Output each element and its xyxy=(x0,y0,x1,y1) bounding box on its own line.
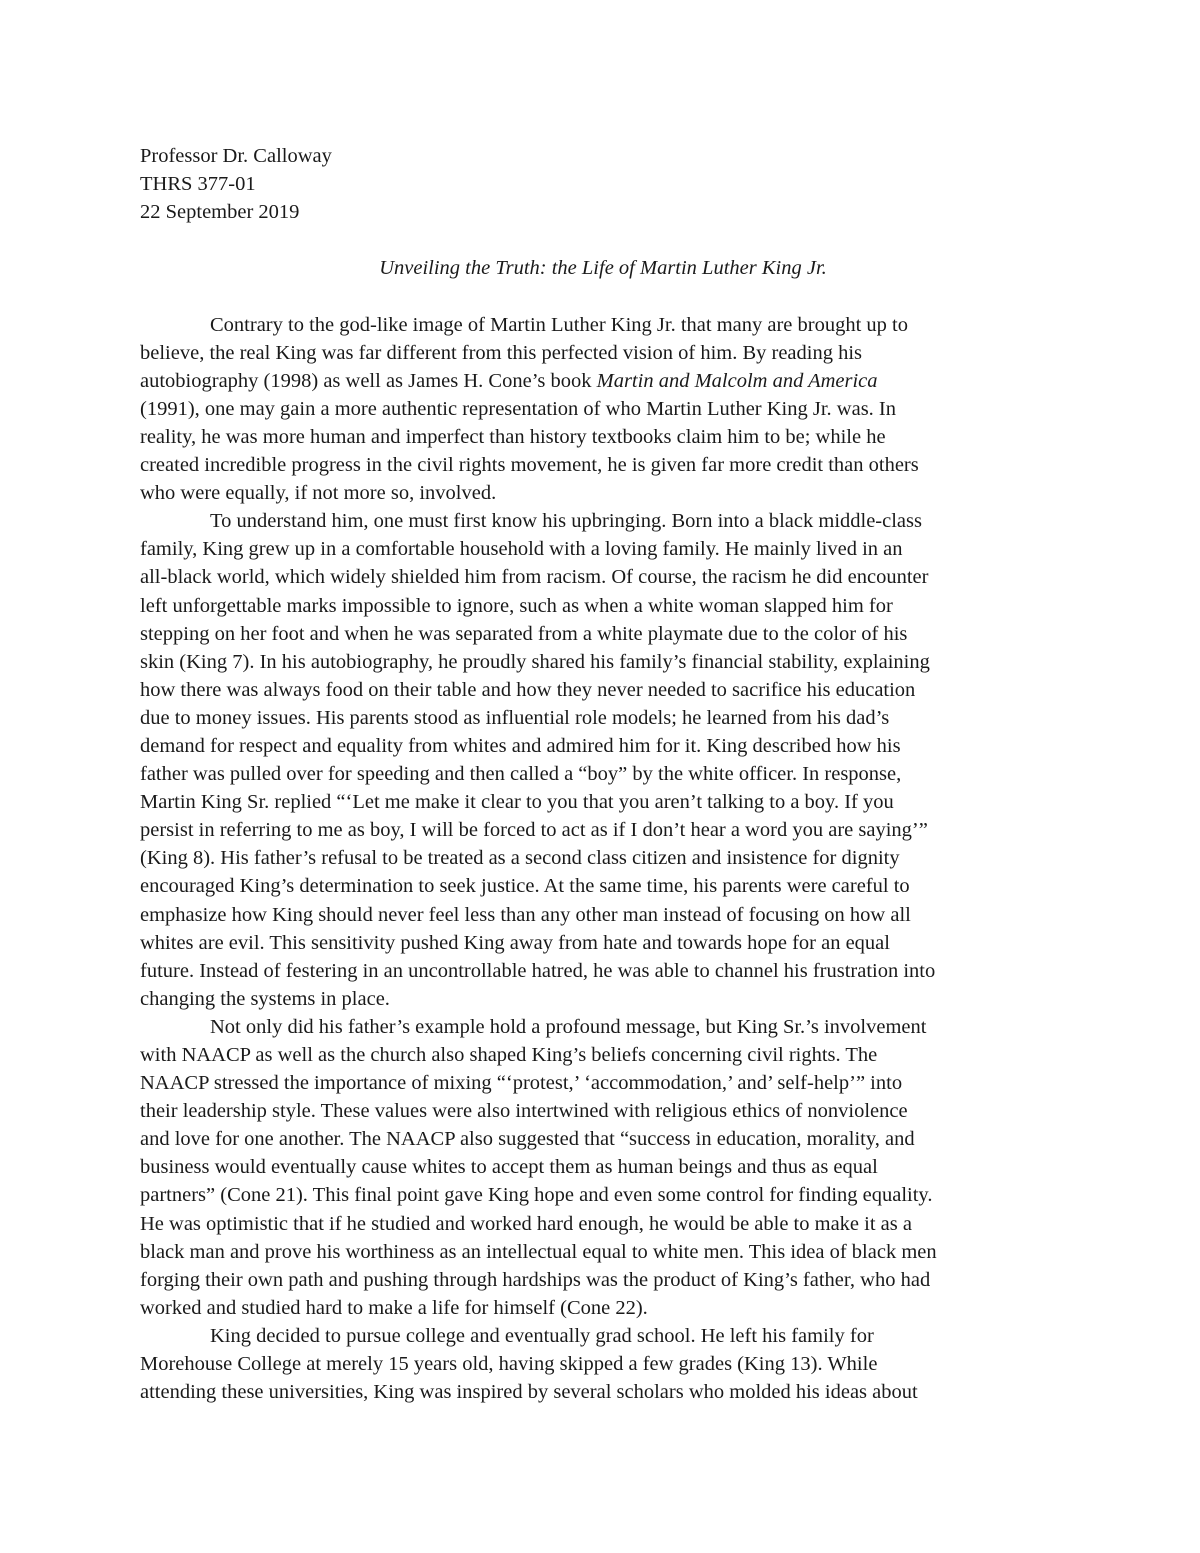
book-title: Martin and Malcolm and America xyxy=(596,369,878,392)
essay-date: 22 September 2019 xyxy=(140,201,300,224)
paragraph-line: and love for one another. The NAACP also suggested that “success in education, morality, and xyxy=(140,1128,915,1151)
paragraph-line: (King 8). His father’s refusal to be treated as a second class citizen and insistence for dignity xyxy=(140,847,900,870)
paragraph-line: partners” (Cone 21). This final point gave King hope and even some control for finding equality. xyxy=(140,1184,933,1207)
professor-name: Professor Dr. Calloway xyxy=(140,145,332,167)
paragraph-line: worked and studied hard to make a life for himself (Cone 22). xyxy=(140,1296,648,1319)
paragraph-line: changing the systems in place. xyxy=(140,987,390,1010)
course-code: THRS 377-01 xyxy=(140,173,256,196)
essay-paragraphs xyxy=(140,311,1066,1407)
paragraph-line: reality, he was more human and imperfect than history textbooks claim him to be; while he xyxy=(140,425,886,448)
paragraph-line: due to money issues. His parents stood as influential role models; he learned from his dad’s xyxy=(140,706,890,729)
paragraph-line: demand for respect and equality from whites and admired him for it. King described how his xyxy=(140,734,901,757)
paragraph-line: stepping on her foot and when he was separated from a white playmate due to the color of his xyxy=(140,622,908,645)
paragraph-line: whites are evil. This sensitivity pushed King away from hate and towards hope for an equal xyxy=(140,931,890,954)
paragraph-line: Contrary to the god-like image of Martin Luther King Jr. that many are brought up to xyxy=(210,313,908,336)
paragraph-line: (1991), one may gain a more authentic representation of who Martin Luther King Jr. was. In xyxy=(140,397,897,420)
essay-title: Unveiling the Truth: the Life of Martin Luther King Jr. xyxy=(379,257,827,280)
paragraph-line: He was optimistic that if he studied and worked hard enough, he would be able to make it as a xyxy=(140,1212,912,1235)
paragraph-line: emphasize how King should never feel less than any other man instead of focusing on how all xyxy=(140,903,911,926)
paragraph-line: who were equally, if not more so, involved. xyxy=(140,482,497,505)
paragraph-line: attending these universities, King was inspired by several scholars who molded his ideas about xyxy=(140,1381,918,1404)
paragraph xyxy=(140,507,1066,1013)
document-body xyxy=(140,142,1066,1406)
paragraph xyxy=(140,1013,1066,1322)
paragraph-line: King decided to pursue college and eventually grad school. He left his family for xyxy=(210,1324,874,1347)
paragraph-line: father was pulled over for speeding and then called a “boy” by the white officer. In response, xyxy=(140,763,902,786)
header-block xyxy=(140,142,1066,226)
paragraph-line: left unforgettable marks impossible to ignore, such as when a white woman slapped him for xyxy=(140,594,893,617)
paragraph-line: black man and prove his worthiness as an intellectual equal to white men. This idea of black men xyxy=(140,1240,937,1263)
paragraph-line: future. Instead of festering in an uncontrollable hatred, he was able to channel his frustration into xyxy=(140,959,936,982)
paragraph-line: with NAACP as well as the church also shaped King’s beliefs concerning civil rights. The xyxy=(140,1044,878,1066)
paragraph xyxy=(140,311,1066,508)
paragraph-line: all-black world, which widely shielded him from racism. Of course, the racism he did encounter xyxy=(140,566,929,589)
paragraph xyxy=(140,1322,1066,1406)
paragraph-line: forging their own path and pushing through hardships was the product of King’s father, who had xyxy=(140,1268,931,1291)
paragraph-line: Not only did his father’s example hold a profound message, but King Sr.’s involvement xyxy=(210,1015,927,1038)
paragraph-line: To understand him, one must first know his upbringing. Born into a black middle-class xyxy=(210,510,922,533)
paragraph-line: business would eventually cause whites to accept them as human beings and thus as equal xyxy=(140,1156,878,1179)
paragraph-line: family, King grew up in a comfortable household with a loving family. He mainly lived in an xyxy=(140,538,903,561)
line-text: autobiography (1998) as well as James H. Cone’s book xyxy=(140,369,597,392)
paragraph-line: encouraged King’s determination to seek justice. At the same time, his parents were careful to xyxy=(140,875,910,898)
paragraph-line: Morehouse College at merely 15 years old, having skipped a few grades (King 13). While xyxy=(140,1353,878,1376)
paragraph-line: believe, the real King was far different from this perfected vision of him. By reading his xyxy=(140,341,863,364)
paragraph-line xyxy=(140,367,1066,395)
paragraph-line: NAACP stressed the importance of mixing “‘protest,’ ‘accommodation,’ and’ self-help’” into xyxy=(140,1072,903,1095)
paragraph-line: their leadership style. These values were also intertwined with religious ethics of nonviolence xyxy=(140,1100,908,1123)
paragraph-line: Martin King Sr. replied “‘Let me make it clear to you that you aren’t talking to a boy. If you xyxy=(140,791,894,814)
paragraph-line: persist in referring to me as boy, I will be forced to act as if I don’t hear a word you are saying’” xyxy=(140,819,928,842)
paragraph-line: created incredible progress in the civil rights movement, he is given far more credit than others xyxy=(140,454,919,477)
paragraph-line: how there was always food on their table and how they never needed to sacrifice his education xyxy=(140,678,916,701)
paragraph-line: skin (King 7). In his autobiography, he proudly shared his family’s financial stability, explaining xyxy=(140,650,930,673)
